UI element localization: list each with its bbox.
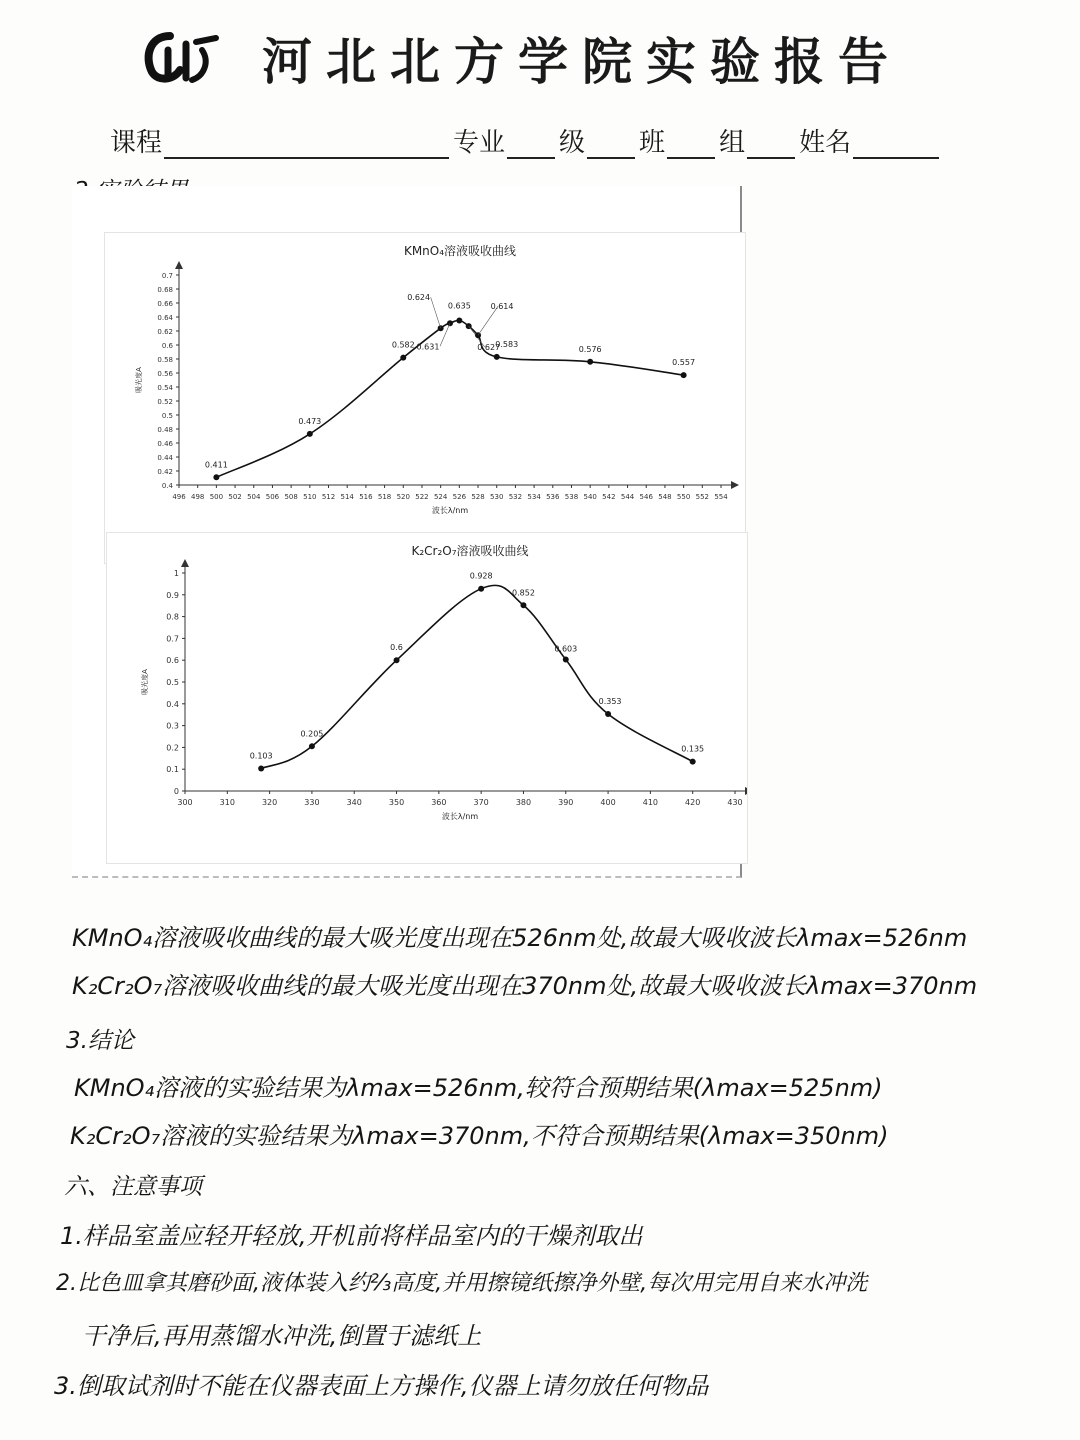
y-tick-label: 0.44 [157,454,173,462]
y-tick-label: 0.3 [166,721,179,731]
data-label: 0.852 [512,588,535,598]
y-tick-label: 0.8 [166,612,179,622]
course-field[interactable] [164,133,449,159]
data-point [605,711,611,717]
x-tick-label: 310 [219,798,235,807]
x-tick-label: 500 [209,493,224,501]
y-tick-label: 0.42 [157,468,173,476]
data-point [447,320,453,326]
result-line-kmno4: KMnO₄溶液吸收曲线的最大吸光度出现在526nm处,故最大吸收波长λmax=526nm [72,924,968,952]
data-label: 0.557 [672,358,696,368]
x-tick-label: 340 [346,798,362,807]
group-label: 组 [719,128,746,158]
result-line-k2cr2o7: K₂Cr₂O₇溶液吸收曲线的最大吸光度出现在370nm处,故最大吸收波长λmax=370nm [72,972,978,1000]
name-label: 姓名 [799,128,852,158]
x-tick-label: 542 [602,493,616,501]
data-point [520,602,526,608]
data-label: 0.583 [495,339,519,349]
x-tick-label: 554 [714,493,728,501]
data-point [309,743,315,749]
data-point [307,431,313,437]
note-line-3: 3.倒取试剂时不能在仪器表面上方操作,仪器上请勿放任何物品 [54,1372,709,1400]
chart-title: K₂Cr₂O₇溶液吸收曲线 [411,544,529,558]
note-line-1: 1.样品室盖应轻开轻放,开机前将样品室内的干燥剂取出 [60,1222,643,1250]
header-info-line [110,122,943,159]
x-tick-label: 510 [303,493,317,501]
data-point [438,325,444,331]
x-tick-label: 526 [452,493,467,501]
x-tick-label: 430 [727,798,743,807]
y-axis-arrow [175,261,183,269]
y-tick-label: 0 [173,787,179,796]
x-tick-label: 536 [546,493,560,501]
data-point [478,586,484,592]
y-axis-label: 吸光度A [135,367,143,393]
x-tick-label: 508 [284,493,298,501]
x-tick-label: 548 [658,493,672,501]
x-tick-label: 514 [340,493,354,501]
y-tick-label: 0.6 [166,656,179,666]
report-title: 河北北方学院实验报告 [262,32,902,91]
chart-title: KMnO₄溶液吸收曲线 [403,244,517,258]
k2cr2o7-absorption-chart [107,533,747,863]
x-tick-label: 546 [639,493,653,501]
y-tick-label: 0.48 [157,426,173,434]
data-label: 0.103 [249,751,273,761]
data-label: 0.411 [204,460,228,470]
x-tick-label: 544 [620,493,635,501]
data-label: 0.624 [407,293,431,303]
label-leader-line [431,297,441,328]
data-point [494,354,500,360]
chart-printout [72,186,742,878]
x-tick-label: 370 [473,798,489,807]
y-tick-label: 0.2 [166,743,179,753]
x-tick-label: 552 [695,493,709,501]
x-tick-label: 502 [228,493,242,501]
x-tick-label: 330 [304,798,320,807]
data-label: 0.576 [578,344,602,354]
kmno4-chart-panel [104,232,746,564]
x-tick-label: 532 [508,493,523,501]
notes-heading: 六、注意事项 [64,1174,202,1200]
y-tick-label: 0.46 [157,440,173,448]
class-label: 班 [639,128,666,158]
data-point [563,657,569,663]
class-field[interactable] [667,133,715,159]
y-axis-arrow [181,559,189,567]
y-tick-label: 0.52 [157,398,173,406]
name-field[interactable] [853,133,939,159]
y-tick-label: 0.62 [157,328,173,336]
x-tick-label: 300 [177,798,193,807]
x-axis-arrow [731,481,739,489]
conclusion-line-k2cr2o7: K₂Cr₂O₇溶液的实验结果为λmax=370nm,不符合预期结果(λmax=350nm) [70,1122,889,1150]
conclusion-heading: 3.结论 [66,1028,134,1054]
data-point [400,355,406,361]
x-tick-label: 410 [642,798,659,807]
y-tick-label: 0.5 [166,678,179,687]
x-tick-label: 522 [415,493,429,501]
grade-field[interactable] [587,133,635,159]
x-tick-label: 498 [191,493,205,501]
data-point [681,372,687,378]
x-tick-label: 540 [583,493,597,501]
kmno4-absorption-chart [105,233,745,563]
course-label: 课程 [110,128,163,158]
x-tick-label: 530 [490,493,504,501]
data-point [690,759,696,765]
k2cr2o7-chart-panel [106,532,748,864]
series-line [216,320,683,477]
y-tick-label: 0.9 [166,590,179,600]
y-tick-label: 0.68 [157,286,173,294]
y-tick-label: 0.5 [161,412,173,420]
y-axis-label: 吸光度A [141,669,149,695]
y-tick-label: 0.64 [157,314,173,322]
data-label: 0.205 [300,729,324,739]
x-tick-label: 550 [676,493,691,501]
conclusion-line-kmno4: KMnO₄溶液的实验结果为λmax=526nm,较符合预期结果(λmax=525nm) [74,1074,883,1102]
y-tick-label: 0.4 [166,699,179,709]
data-point [213,474,219,480]
data-label: 0.627 [477,343,501,353]
x-tick-label: 506 [265,493,280,501]
data-label: 0.473 [298,416,322,426]
x-tick-label: 504 [247,493,261,501]
x-tick-label: 512 [321,493,336,501]
x-axis-label: 波长λ/nm [441,812,479,821]
x-tick-label: 520 [396,493,410,501]
x-tick-label: 496 [172,493,186,501]
data-label: 0.603 [554,644,578,654]
data-point [394,657,400,663]
data-label: 0.614 [490,302,514,312]
x-tick-label: 400 [600,798,616,807]
note-line-2-cont: 干净后,再用蒸馏水冲洗,倒置于滤纸上 [82,1322,482,1350]
major-field[interactable] [507,133,555,159]
x-tick-label: 516 [359,493,373,501]
x-tick-label: 420 [685,798,701,807]
x-tick-label: 360 [431,798,447,807]
y-tick-label: 0.7 [161,272,173,280]
y-tick-label: 0.7 [166,634,179,644]
x-axis-arrow [745,787,747,795]
data-label: 0.353 [598,697,622,707]
data-label: 0.582 [391,340,415,350]
data-label: 0.631 [416,342,440,352]
data-point [456,318,462,324]
y-tick-label: 0.1 [166,765,179,775]
data-label: 0.635 [447,301,471,311]
y-tick-label: 0.6 [161,342,173,350]
y-tick-label: 0.54 [157,384,173,392]
x-tick-label: 524 [433,493,448,501]
series-line [261,585,693,768]
group-field[interactable] [747,133,795,159]
major-label: 专业 [453,128,506,158]
data-label: 0.6 [390,643,403,653]
data-point [475,332,481,338]
college-logo [140,28,220,88]
x-tick-label: 518 [377,493,392,501]
x-tick-label: 534 [527,493,541,501]
x-axis-label: 波长λ/nm [431,506,469,515]
y-tick-label: 0.58 [157,356,173,364]
x-tick-label: 390 [558,798,574,807]
x-tick-label: 538 [564,493,579,501]
x-tick-label: 350 [388,798,405,807]
data-label: 0.928 [469,571,493,581]
data-label: 0.135 [681,744,705,754]
y-tick-label: 0.4 [161,482,173,490]
y-tick-label: 0.66 [157,300,173,308]
x-tick-label: 528 [471,493,485,501]
note-line-2: 2.比色皿拿其磨砂面,液体装入约⅔高度,并用擦镜纸擦净外壁,每次用完用自来水冲洗 [56,1271,868,1296]
y-tick-label: 1 [173,569,179,578]
data-point [587,359,593,365]
data-point [258,766,264,772]
y-tick-label: 0.56 [157,370,173,378]
x-tick-label: 320 [261,798,278,807]
grade-label: 级 [559,128,586,158]
x-tick-label: 380 [515,798,532,807]
